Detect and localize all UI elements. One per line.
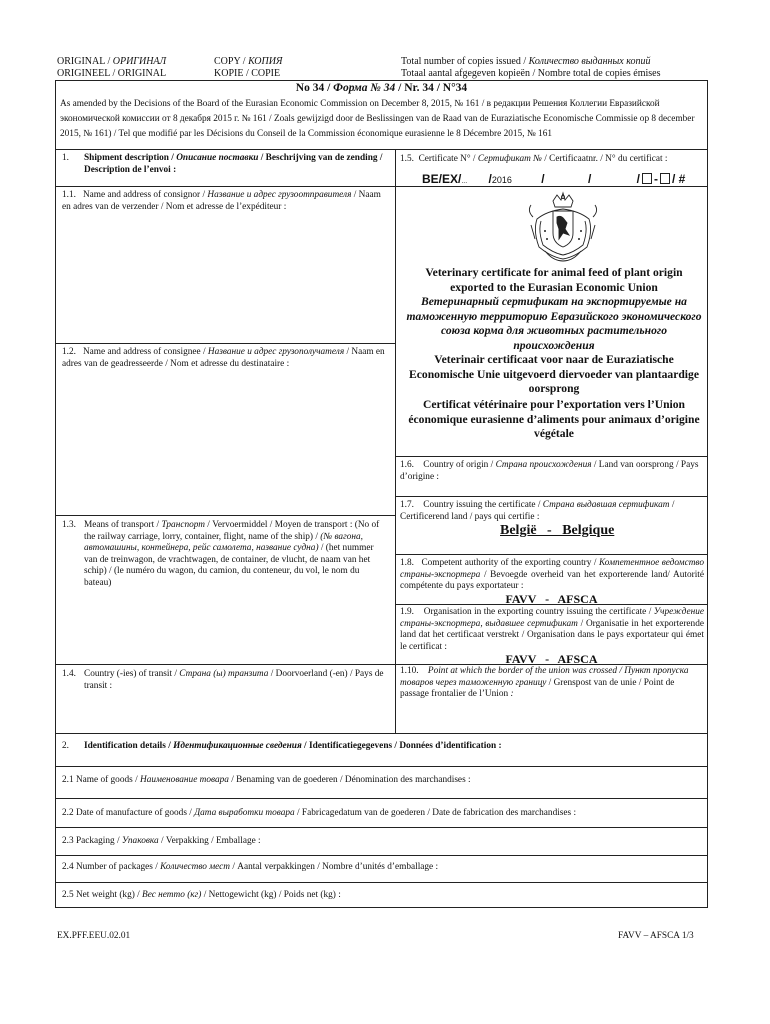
field-2-1-label: 2.1 Name of goods / Наименование товара / Benaming van de goederen / Dénomination des marchandises :: [62, 775, 471, 785]
original-label: ORIGINAL / ОРИГИНАЛ: [57, 56, 167, 67]
footer-form-code: EX.PFF.EEU.02.01: [57, 931, 131, 941]
divider: [55, 766, 708, 767]
field-1-9-label: 1.9. Organisation in the exporting country issuing the certificate / Учреждение страны-экспортера, выдавшее сертификат / Organisatie in het exporterende land dat het certificaat verstrekt / Organisation dans le pays exportateur qui émet le certificat :: [400, 607, 705, 652]
form-title: No 34 / Форма № 34 / Nr. 34 / N°34: [295, 82, 468, 94]
section-2-number: 2.: [62, 741, 69, 751]
box-icon: [660, 173, 670, 184]
issuing-country-value: België - Belgique: [500, 523, 615, 538]
divider: [55, 515, 395, 516]
section-2-label: Identification details / Идентификационные сведения / Identificatiegegevens / Données d’identification :: [84, 741, 502, 751]
field-1-2-label: 1.2. Name and address of consignee / Название и адрес грузополучателя / Naam en adres van de geadresseerde / Nom et adresse du destinataire :: [62, 347, 385, 369]
divider: [395, 186, 708, 187]
coat-of-arms-icon: [523, 191, 603, 263]
box-icon: [642, 173, 652, 184]
field-2-2-label: 2.2 Date of manufacture of goods / Дата выработки товара / Fabricagedatum van de goederen / Date de fabrication des marchandises :: [62, 808, 577, 818]
field-1-7-label: 1.7. Country issuing the certificate / Страна выдавшая сертификат / Certificerend land / pays qui certifie :: [400, 500, 675, 522]
amendment-text: As amended by the Decisions of the Board of the Eurasian Economic Commission on December 8, 2015, № 161 / в редакции Решения Коллегии Евразийской экономической комиссии от 8 декабря 2015 г. № 161 / Zoals gewijzigd door de Beslissingen van de Raad van de Euraziatische Economische Commissie op 8 december 2015, № 161) / Tel que modifié par les Décisions du Conseil de la Commission économique eurasienne le 8 Décembre 2015, № 161: [60, 99, 695, 139]
field-1-4-label: Country (-ies) of transit / Страна (ы) транзита / Doorvoerland (-en) / Pays de transit :: [84, 669, 384, 691]
kopie-label: KOPIE / COPIE: [214, 68, 281, 79]
divider: [55, 664, 708, 665]
divider: [55, 855, 708, 856]
total-copies-nl-fr: Totaal aantal afgegeven kopieën / Nombre total de copies émises: [401, 68, 661, 79]
origineel-label: ORIGINEEL / ORIGINAL: [57, 68, 167, 79]
divider: [55, 798, 708, 799]
field-2-5-label: 2.5 Net weight (kg) / Вес нетто (кг) / Nettogewicht (kg) / Poids net (kg) :: [62, 890, 341, 900]
copy-label: COPY / КОПИЯ: [214, 56, 283, 67]
field-2-3-label: 2.3 Packaging / Упаковка / Verpakking / Emballage :: [62, 836, 261, 846]
total-copies-label: Total number of copies issued / Количество выданных копий: [401, 56, 651, 67]
field-1-10-label: 1.10. Point at which the border of the union was crossed / Пункт пропуска товаров через таможенную границу / Grenspost van de unie / Point de passage frontalier de l’Union :: [400, 666, 689, 700]
divider: [55, 827, 708, 828]
divider: [395, 456, 708, 457]
field-1-3-label: Means of transport / Транспорт / Vervoermiddel / Moyen de transport : (No of the railway carriage, lorry, container, flight, name of the ship) / (№ вагона, автомашины, контейнера, рейс самолета, название судна) / (het nummer van de treinwagon, de vrachtwagen, de container, de vlucht, de naam van het schip) / (le numéro du wagon, du camion, du conteneur, du vol, le nom du bateau): [84, 520, 380, 588]
footer-page-number: FAVV – AFSCA 1/3: [618, 931, 694, 941]
certificate-title-fr: Certificat vétérinaire pour l’exportation vers l’Union économique eurasienne d’aliments pour animaux d’origine végétale: [408, 398, 700, 441]
divider: [55, 882, 708, 883]
divider: [395, 496, 708, 497]
field-1-5-label: 1.5. Certificate N° / Сертификат № / Certificaatnr. / N° du certificat :: [400, 154, 668, 164]
certificate-title-en: Veterinary certificate for animal feed of plant origin exported to the Eurasian Economic Union: [425, 266, 683, 294]
field-1-1-label: 1.1. Name and address of consignor / Название и адрес грузоотправителя / Naam en adres van de verzender / Nom et adresse de l’expéditeur :: [62, 190, 381, 212]
field-2-4-label: 2.4 Number of packages / Количество мест / Aantal verpakkingen / Nombre d’unités d’emballage :: [62, 862, 439, 872]
certificate-title-nl: Veterinair certificaat voor naar de Euraziatische Economische Unie uitgevoerd diervoeder van plantaardige oorsprong: [409, 353, 699, 396]
field-1-4-number: 1.4.: [62, 669, 76, 679]
divider: [55, 343, 395, 344]
divider: [395, 604, 708, 605]
competent-authority-value: FAVV - AFSCA: [505, 592, 598, 606]
field-1-3-number: 1.3.: [62, 520, 76, 530]
divider: [55, 149, 708, 150]
certificate-title-ru: Ветеринарный сертификат на экспортируемые на таможенную территорию Евразийского экономического союза корма для животных растительного происхождения: [406, 295, 702, 352]
issuing-organisation-value: FAVV - AFSCA: [505, 652, 598, 666]
certificate-number[interactable]: BE/EX/... /2016 / / / - / #: [422, 172, 686, 186]
divider: [395, 554, 708, 555]
column-divider: [395, 149, 396, 733]
consignee-input[interactable]: [62, 372, 387, 512]
divider: [55, 733, 708, 734]
field-1-6-label: 1.6. Country of origin / Страна происхождения / Land van oorsprong / Pays d’origine :: [400, 460, 699, 482]
field-1-8-label: 1.8. Competent authority of the exporting country / Компетентное ведомство страны-экспортера / Bevoegde overheid van het exporterende land/ Autorité compétente du pays exportateur :: [400, 558, 704, 592]
section-1-number: 1.: [62, 153, 69, 163]
section-1-label: Shipment description / Описание поставки / Beschrijving van de zending / Description de l’envoi :: [84, 153, 383, 175]
divider: [55, 186, 395, 187]
consignor-input[interactable]: [62, 215, 387, 340]
